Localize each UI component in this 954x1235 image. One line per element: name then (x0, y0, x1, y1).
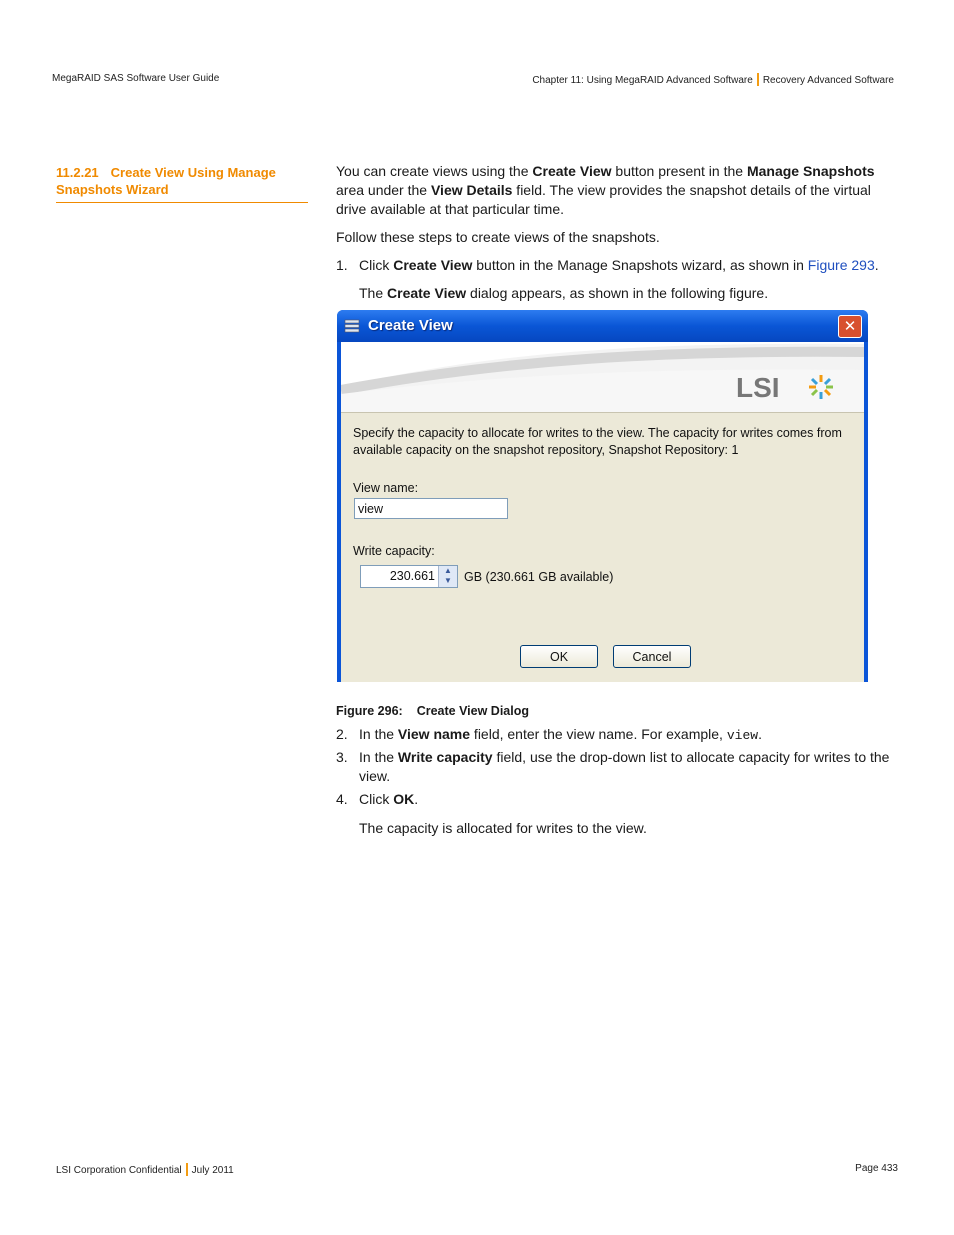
step-number: 3. (336, 749, 348, 765)
bold-manage-snapshots: Manage Snapshots (746, 163, 875, 179)
write-capacity-value: 230.661 (389, 569, 435, 583)
chevron-down-icon[interactable]: ▼ (444, 576, 452, 585)
write-capacity-unit: GB (230.661 GB available) (464, 570, 614, 584)
step-text (359, 748, 898, 786)
write-capacity-label: Write capacity: (353, 544, 435, 558)
running-header-title: MegaRAID SAS Software User Guide (52, 73, 220, 84)
lsi-logo-text: LSI (736, 372, 780, 403)
step-number: 2. (336, 726, 348, 742)
text-run: . (874, 257, 879, 273)
dialog-description: Specify the capacity to allocate for writes to the view. The capacity for writes comes from available capacity on the snapshot repository, Snapshot Repository: 1 (353, 426, 842, 457)
step-text (359, 790, 898, 809)
storage-icon (344, 318, 360, 334)
figure-link[interactable]: Figure 293 (807, 257, 875, 273)
step-text (359, 256, 898, 275)
text-run: You can create views using the (336, 163, 533, 179)
text-run: area under the (336, 182, 431, 198)
stepper-buttons[interactable] (438, 566, 457, 587)
section-number: 11.2.21 (56, 165, 99, 180)
view-name-label: View name: (353, 481, 419, 495)
chevron-up-icon[interactable]: ▲ (444, 566, 452, 575)
bold-view-details: View Details (430, 182, 513, 198)
banner-swoosh (341, 342, 864, 412)
text-run: dialog appears, as shown in the following figure. (466, 285, 769, 301)
create-view-dialog (337, 310, 868, 682)
text-run: . (414, 791, 419, 807)
dialog-banner (341, 342, 864, 412)
write-capacity-stepper[interactable] (360, 565, 458, 588)
code-example: view (726, 728, 759, 743)
footer-company: LSI Corporation Confidential (56, 1165, 182, 1176)
header-section-text: Recovery Advanced Software (762, 75, 894, 86)
page-number: Page 433 (855, 1163, 898, 1174)
text-run: button present in the (611, 163, 747, 179)
running-header-chapter (532, 73, 894, 86)
intro-paragraph-2: Follow these steps to create views of the snapshots. (336, 229, 660, 245)
bold-ok: OK (393, 791, 415, 807)
figure-number: Figure 296: (336, 704, 403, 718)
cancel-button[interactable]: Cancel (613, 645, 691, 668)
step-1-note (359, 284, 898, 303)
text-run: button in the Manage Snapshots wizard, as shown in (472, 257, 808, 273)
step-number: 1. (336, 257, 348, 273)
text-run: Click (359, 257, 394, 273)
step-number: 4. (336, 791, 348, 807)
text-run: The (359, 285, 388, 301)
footer-divider (186, 1163, 188, 1176)
text-run: . (758, 726, 762, 742)
section-heading (56, 164, 308, 203)
dialog-title: Create View (368, 317, 453, 334)
bold-create-view: Create View (387, 285, 467, 301)
dialog-title-bar[interactable] (337, 310, 868, 342)
section-title: Create View Using Manage Snapshots Wizard (56, 165, 276, 197)
text-run: In the (359, 726, 398, 742)
step-text (359, 725, 898, 745)
bold-view-name: View name (397, 726, 471, 742)
close-button[interactable]: ✕ (838, 315, 862, 338)
text-run: field, enter the view name. For example, (470, 726, 727, 742)
header-divider (757, 73, 759, 86)
header-chapter-text: Chapter 11: Using MegaRAID Advanced Software (532, 75, 753, 86)
footer-left (56, 1163, 234, 1176)
figure-caption (336, 704, 529, 718)
intro-paragraph-1 (336, 162, 898, 219)
ok-button[interactable]: OK (520, 645, 598, 668)
figure-caption-text: Create View Dialog (416, 704, 529, 718)
text-run: In the (359, 749, 398, 765)
bold-write-capacity: Write capacity (397, 749, 493, 765)
text-run: Click (359, 791, 394, 807)
bold-create-view: Create View (393, 257, 473, 273)
footer-date: July 2011 (191, 1165, 234, 1176)
view-name-input[interactable]: view (354, 498, 508, 519)
bold-create-view: Create View (532, 163, 612, 179)
text-run: field, use the drop-down list to allocate capacity for writes to the view. (359, 749, 890, 784)
text-run: field. The view provides the snapshot details of the virtual drive available at that particular time. (336, 182, 871, 217)
dialog-content (341, 412, 864, 682)
step-4-note: The capacity is allocated for writes to the view. (359, 820, 647, 836)
